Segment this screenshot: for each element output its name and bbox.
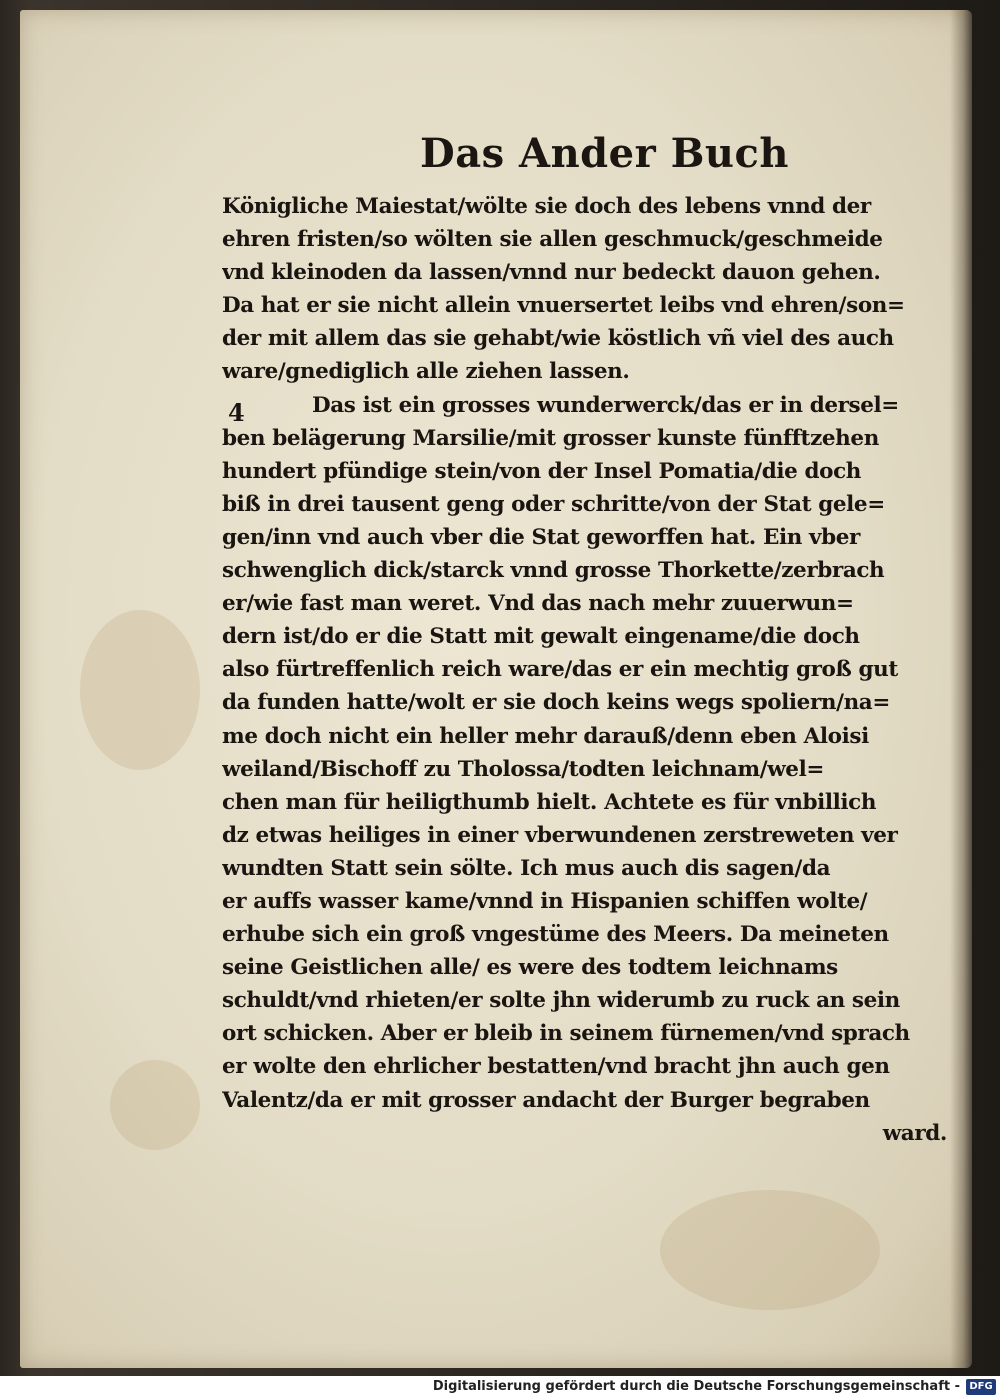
text-line: der mit allem das sie gehabt/wie köstlich vñ viel des auch [222, 326, 894, 352]
text-line: Das ist ein grosses wunderwerck/das er in dersel= [312, 392, 899, 418]
digitization-footer [0, 1376, 1000, 1399]
paper-stain [110, 1060, 200, 1150]
text-line: ware/gnediglich alle ziehen lassen. [222, 359, 630, 385]
text-line: biß in drei tausent geng oder schritte/von der Stat gele= [222, 491, 885, 517]
dfg-logo-icon: DFG [966, 1379, 996, 1395]
text-line-final: ward. [882, 1120, 947, 1146]
page-heading: Das Ander Buch [420, 130, 789, 177]
text-line: chen man für heiligthumb hielt. Achtete es für vnbillich [222, 789, 877, 815]
text-line: seine Geistlichen alle/ es were des todtem leichnams [222, 955, 838, 981]
text-line: Königliche Maiestat/wölte sie doch des lebens vnnd der [222, 194, 871, 219]
text-line: gen/inn vnd auch vber die Stat geworffen hat. Ein vber [222, 524, 860, 550]
paper-stain [80, 610, 200, 770]
text-line: da funden hatte/wolt er sie doch keins wegs spoliern/na= [222, 690, 890, 716]
text-line: dz etwas heiliges in einer vberwundenen zerstreweten ver [222, 822, 898, 848]
paper-stain [660, 1190, 880, 1310]
text-line: weiland/Bischoff zu Tholossa/todten leichnam/wel= [222, 756, 824, 782]
text-line: dern ist/do er die Statt mit gewalt eingename/die doch [222, 624, 860, 650]
page-binding-shadow [950, 10, 972, 1368]
text-line: er auffs wasser kame/vnnd in Hispanien schiffen wolte/ [222, 888, 868, 914]
text-line: Da hat er sie nicht allein vnuersertet leibs vnd ehren/son= [222, 293, 905, 319]
text-line: ben belägerung Marsilie/mit grosser kunste fünfftzehen [222, 425, 879, 451]
marginal-number: 4 [228, 398, 245, 427]
text-line: Valentz/da er mit grosser andacht der Burger begraben [222, 1087, 870, 1113]
text-line: er wolte den ehrlicher bestatten/vnd bracht jhn auch gen [222, 1054, 890, 1080]
text-line: vnd kleinoden da lassen/vnnd nur bedeckt dauon gehen. [222, 260, 881, 286]
text-line: erhube sich ein groß vngestüme des Meers. Da meineten [222, 922, 889, 948]
text-line: also fürtreffenlich reich ware/das er ein mechtig groß gut [222, 657, 898, 683]
funding-credit: Digitalisierung gefördert durch die Deutsche Forschungsgemeinschaft - [432, 1379, 960, 1394]
text-line: ehren fristen/so wölten sie allen geschmuck/geschmeide [222, 227, 883, 253]
text-line: wundten Statt sein sölte. Ich mus auch dis sagen/da [222, 855, 831, 881]
text-line: me doch nicht ein heller mehr darauß/denn eben Aloisi [222, 723, 869, 749]
text-line: schuldt/vnd rhieten/er solte jhn widerumb zu ruck an sein [222, 988, 900, 1014]
text-line: er/wie fast man weret. Vnd das nach mehr zuuerwun= [222, 591, 854, 617]
text-line: ort schicken. Aber er bleib in seinem fürnemen/vnd sprach [222, 1021, 910, 1047]
text-line: schwenglich dick/starck vnnd grosse Thorkette/zerbrach [222, 558, 885, 584]
body-text [222, 190, 947, 1150]
text-line: hundert pfündige stein/von der Insel Pomatia/die doch [222, 458, 862, 484]
